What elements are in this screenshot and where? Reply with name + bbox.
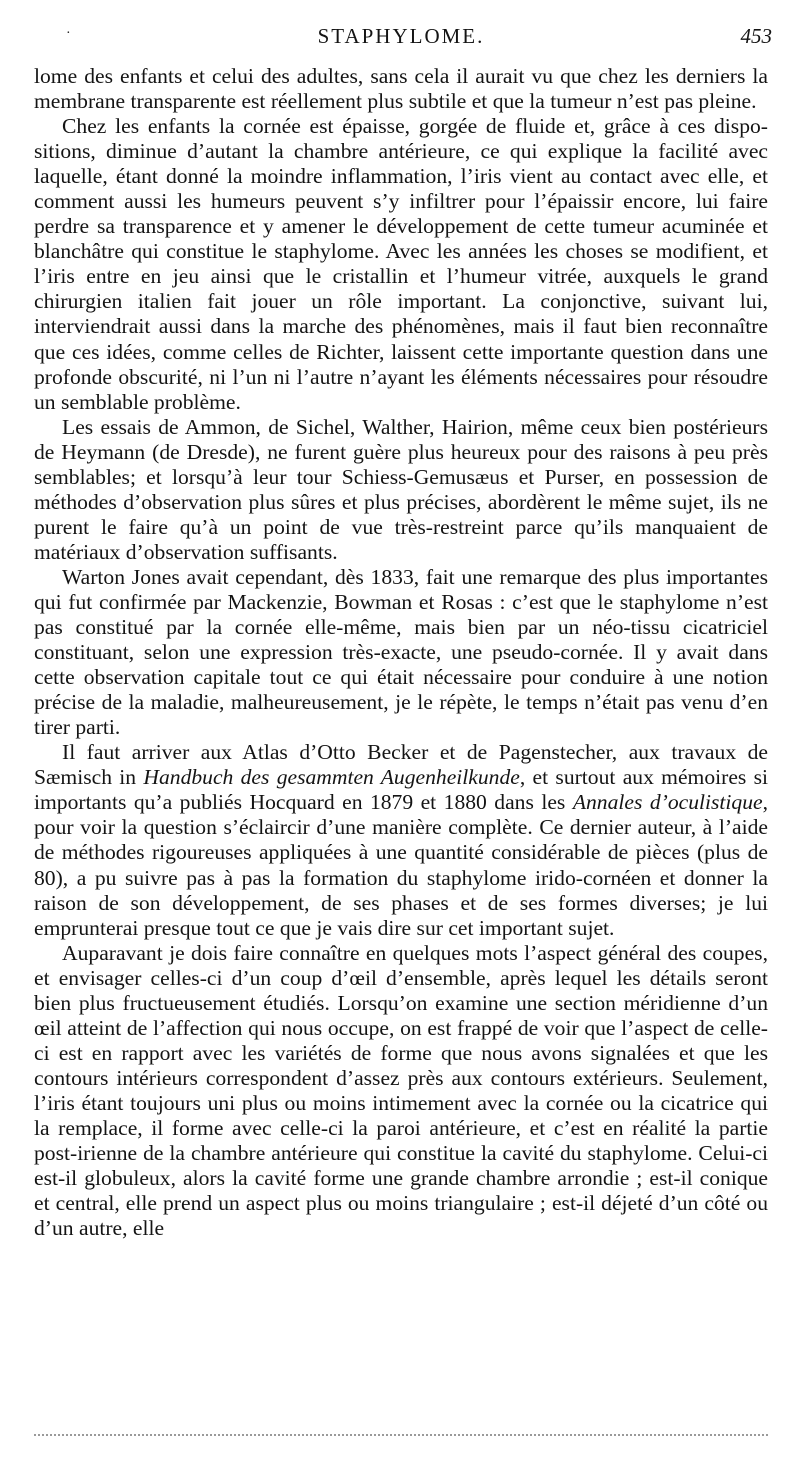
paragraph	[34, 740, 768, 940]
text-run: , pour voir la question s’éclaircir d’une manière complète. Ce dernier auteur, à l’aide de méthodes rigoureuses appliquées à une quantité considérable de pièces (plus de 80), a pu suivre pas à pas la formation du staphylome irido-cornéen et donner la raison de son développement, de ses phases et de ses formes diverses; je lui emprunterai presque tout ce que je vais dire sur cet important sujet.	[34, 790, 768, 940]
text-run: lome des enfants et celui des adultes, sans cela il aurait vu que chez les derniers la membrane transparente est réellement plus subtile et que la tumeur n’est pas pleine.	[34, 64, 768, 114]
paragraph	[34, 941, 768, 1242]
footer-rule	[34, 1434, 768, 1436]
text-run: Auparavant je dois faire connaître en quelques mots l’aspect général des coupes, et envisager celles-ci d’un coup d’œil d’ensemble, après lequel les détails seront bien plus fructueusement étudiés. Lorsqu’on examine une section méridienne d’un œil atteint de l’affection qui nous occupe, on est frappé de voir que l’aspect de celle-ci est en rapport avec les variétés de forme que nous avons signalées et que les contours intérieurs correspondent d’assez près aux contours extérieurs. Seulement, l’iris étant toujours uni plus ou moins intimement avec la cornée ou la cicatrice qui la remplace, il forme avec celle-ci la paroi antérieure, et c’est en réalité la partie post-irienne de la chambre antérieure qui constitue la cavité du staphylome. Celui-ci est-il globuleux, alors la cavité forme une grande chambre arrondie ; est-il conique et central, elle prend un aspect plus ou moins triangulaire ; est-il déjeté d’un côté ou d’un autre, elle	[34, 940, 768, 1241]
running-title: STAPHYLOME.	[317, 24, 485, 48]
page-number: 453	[740, 24, 772, 48]
text-run: Il faut arriver aux Atlas d’Otto Becker et de Pagenstecher, aux travaux de Sæmisch in	[34, 740, 768, 790]
body-text	[34, 64, 768, 1241]
paragraph	[34, 415, 768, 565]
paragraph	[34, 114, 768, 415]
text-run: Warton Jones avait cependant, dès 1833, fait une remarque des plus importantes qui fut confirmée par Mackenzie, Bowman et Rosas : c’est que le staphylome n’est pas constitué par la cornée elle-même, mais bien par un néo-tissu cicatriciel constituant, selon une expression très-exacte, une pseudo-cornée. Il y avait dans cette observation capitale tout ce qui était nécessaire pour conduire à une notion précise de la maladie, malheureusement, je le répète, le temps n’était pas venu d’en tirer parti.	[34, 564, 768, 740]
paragraph	[34, 565, 768, 740]
page-header	[30, 24, 772, 54]
italic-title: Handbuch des gesammten Augenheilkunde	[143, 765, 520, 790]
italic-title: Annales d’oculistique	[572, 790, 763, 815]
paragraph	[34, 64, 768, 114]
text-run: , et surtout aux mémoires si importants qu’a publiés Hocquard en 1879 et 1880 dans les	[34, 765, 768, 815]
header-mark: ·	[66, 26, 71, 41]
text-run: Les essais de Ammon, de Sichel, Walther, Hairion, même ceux bien postérieurs de Heymann (de Dresde), ne furent guère plus heureux pour des raisons à peu près semblables; et lorsqu’à leur tour Schiess-Gemusæus et Purser, en possession de méthodes d’observation plus sûres et plus précises, abordèrent le même sujet, ils ne purent le faire qu’à un point de vue très-restreint parce qu’ils manquaient de matériaux d’observation suffisants.	[34, 414, 768, 564]
text-run: Chez les enfants la cornée est épaisse, gorgée de fluide et, grâce à ces dispositions, diminue d’autant la chambre antérieure, ce qui explique la facilité avec laquelle, étant donné la moindre inflammation, l’iris vient au contact avec elle, et comment aussi les humeurs peuvent s’y infiltrer pour l’épaissir encore, lui faire perdre sa transparence et y amener le développement de cette tumeur acuminée et blanchâtre qui constitue le staphylome. Avec les années les choses se modifient, et l’iris entre en jeu ainsi que le cristallin et l’humeur vitrée, auxquels le grand chirurgien italien fait jouer un rôle important. La conjonctive, suivant lui, interviendrait aussi dans la marche des phénomènes, mais il faut bien reconnaître que ces idées, comme celles de Richter, laissent cette importante question dans une profonde obscurité, ni l’un ni l’autre n’ayant les éléments nécessaires pour résoudre un semblable problème.	[34, 114, 768, 414]
